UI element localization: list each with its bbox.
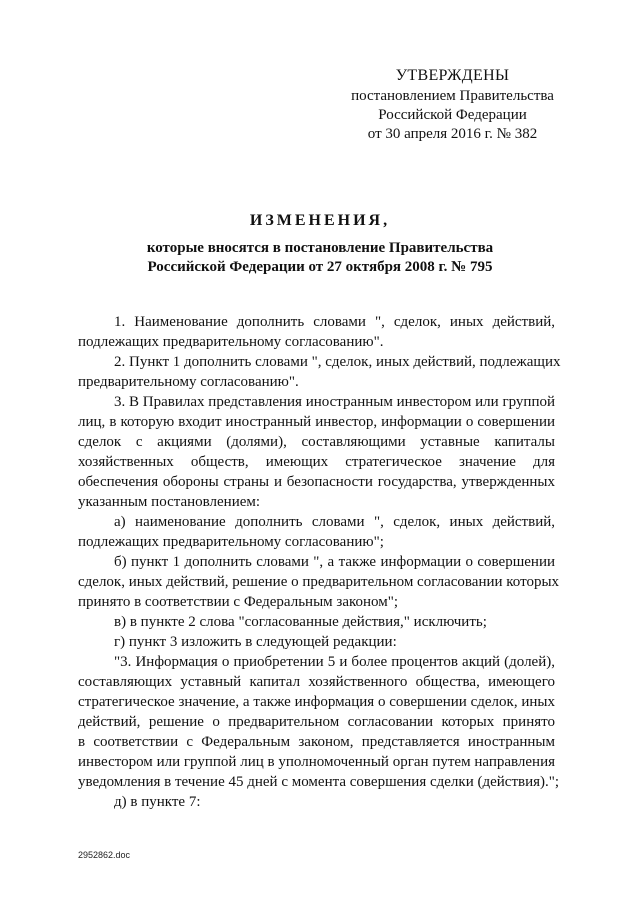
body-line: д) в пункте 7: bbox=[114, 794, 201, 810]
body-line: принято в соответствии с Федеральным законом"; bbox=[78, 594, 399, 610]
body-line: лиц, в которую входит иностранный инвестор, информации о совершении bbox=[78, 414, 555, 430]
body-line: 3. В Правилах представления иностранным инвестором или группой bbox=[114, 394, 555, 410]
body-line: сделок с акциями (долями), составляющими уставные капиталы bbox=[78, 434, 555, 450]
body-line: 1. Наименование дополнить словами ", сделок, иных действий, bbox=[114, 314, 555, 330]
body-line: инвестором или группой лиц в уполномоченный орган путем направления bbox=[78, 754, 555, 770]
subtitle-line: которые вносятся в постановление Правительства bbox=[146, 240, 494, 256]
body-line: "3. Информация о приобретении 5 и более процентов акций (долей), bbox=[114, 654, 555, 670]
approval-line: постановлением Правительства bbox=[351, 88, 554, 104]
approval-stamp bbox=[350, 66, 555, 144]
body-line: сделок, иных действий, решение о предварительном согласовании которых bbox=[78, 574, 560, 590]
document-file-name: 2952862.doc bbox=[78, 850, 131, 860]
document-subtitle bbox=[0, 239, 640, 277]
body-line: стратегическое значение, а также информация о совершении сделок, иных bbox=[78, 694, 555, 710]
body-line: а) наименование дополнить словами ", сделок, иных действий, bbox=[114, 514, 555, 530]
approval-heading: УТВЕРЖДЕНЫ bbox=[395, 67, 510, 84]
approval-date-line: от 30 апреля 2016 г. № 382 bbox=[367, 126, 538, 142]
body-line: 2. Пункт 1 дополнить словами ", сделок, иных действий, подлежащих bbox=[114, 354, 561, 370]
body-line: действий, решение о предварительном согласовании которых принято bbox=[78, 714, 555, 730]
body-line: указанным постановлением: bbox=[78, 494, 261, 510]
body-line: б) пункт 1 дополнить словами ", а также информации о совершении bbox=[114, 554, 555, 570]
document-body bbox=[78, 312, 561, 812]
body-line: подлежащих предварительному согласованию". bbox=[78, 334, 384, 350]
body-line: в соответствии с Федеральным законом, представляется иностранным bbox=[78, 734, 555, 750]
body-line: г) пункт 3 изложить в следующей редакции: bbox=[114, 634, 397, 650]
body-line: подлежащих предварительному согласованию"; bbox=[78, 534, 384, 550]
approval-line: Российской Федерации bbox=[378, 107, 527, 123]
body-line: уведомления в течение 45 дней с момента совершения сделки (действия)."; bbox=[78, 774, 560, 790]
body-line: в) в пункте 2 слова "согласованные действия," исключить; bbox=[114, 614, 487, 630]
subtitle-line: Российской Федерации от 27 октября 2008 г. № 795 bbox=[147, 259, 493, 275]
body-line: предварительному согласованию". bbox=[78, 374, 299, 390]
body-line: обеспечения обороны страны и безопасности государства, утвержденных bbox=[78, 474, 555, 490]
body-line: хозяйственных обществ, имеющих стратегическое значение для bbox=[78, 454, 555, 470]
body-line: составляющих уставный капитал хозяйственного общества, имеющего bbox=[78, 674, 555, 690]
document-title: ИЗМЕНЕНИЯ, bbox=[249, 212, 391, 229]
